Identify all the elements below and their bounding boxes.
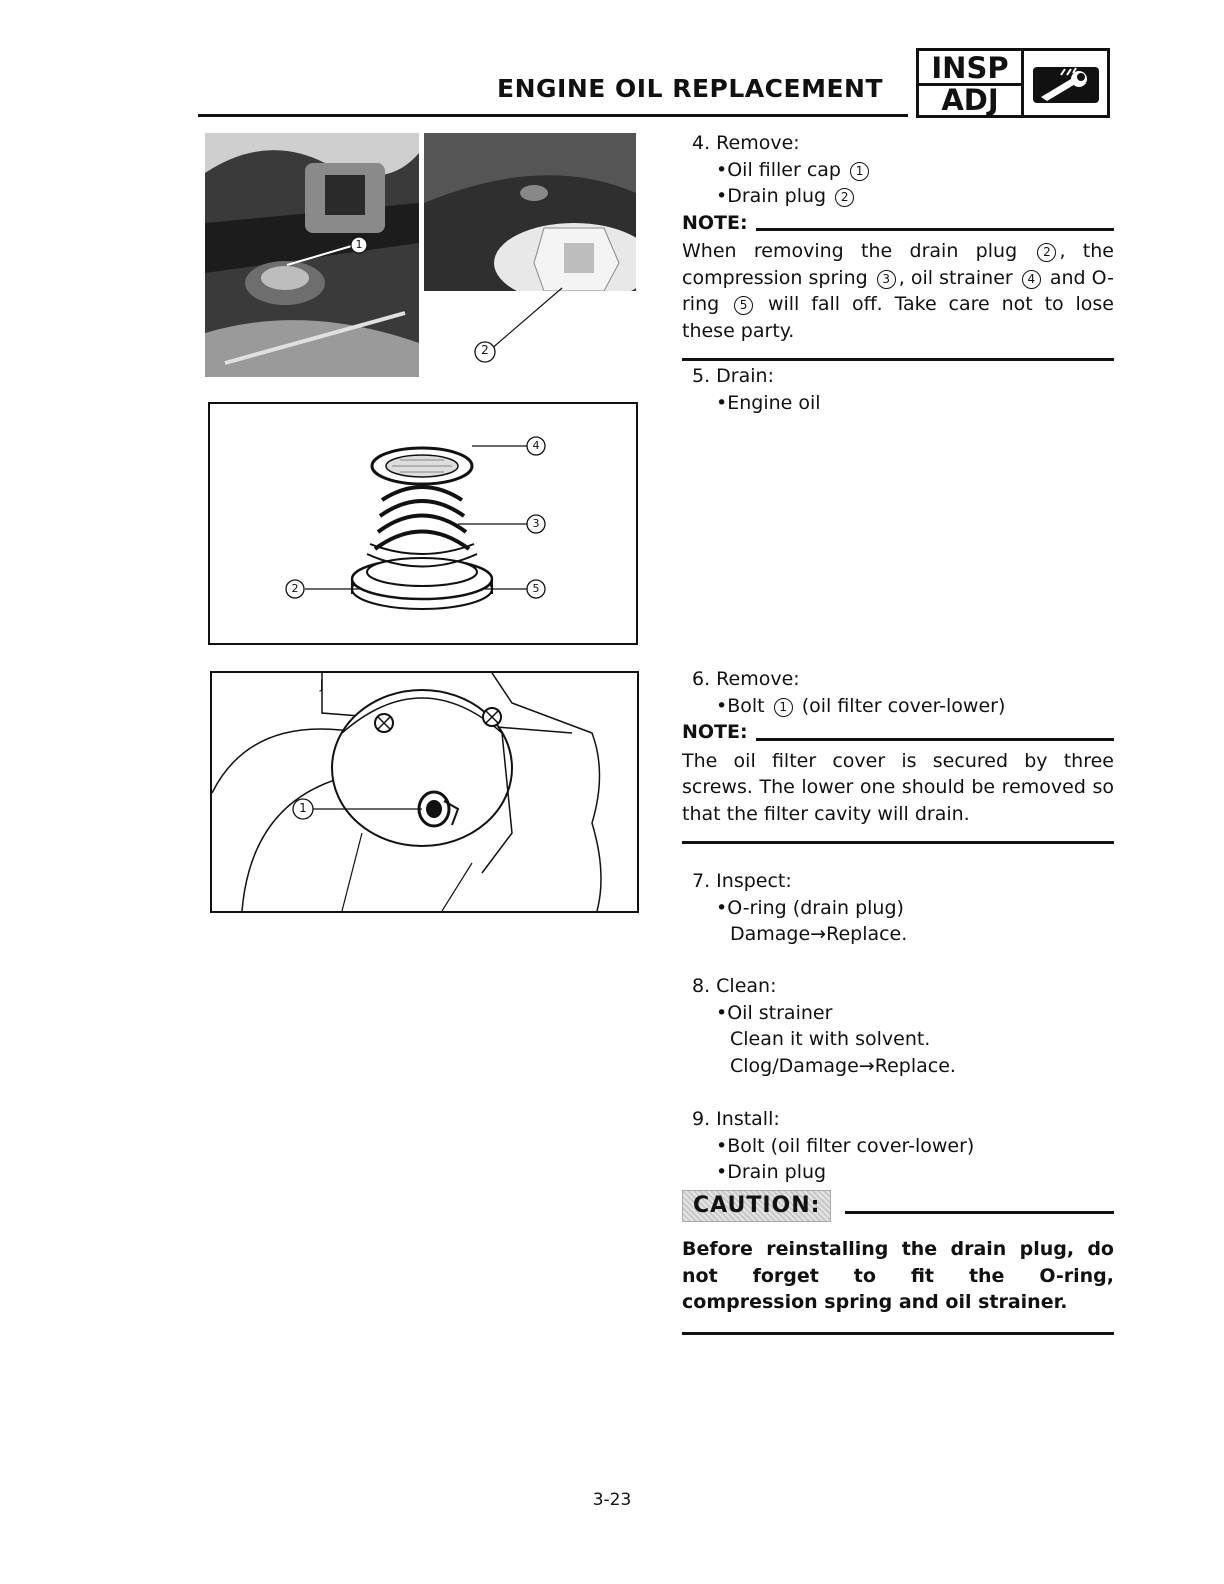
step-7-title: 7. Inspect: (692, 870, 792, 892)
step-4-bullet-text: •Oil filler cap (716, 158, 841, 181)
badge-adj: ADJ (941, 83, 999, 117)
ref-4: 4 (1022, 270, 1041, 289)
photo-oil-filler-cap (205, 133, 419, 377)
note-end-rule (682, 841, 1114, 844)
ref-2: 2 (1037, 243, 1056, 262)
note-text: , the compression spring (682, 240, 1114, 289)
step-4-bullet (682, 183, 1114, 210)
section-badge (916, 48, 1110, 118)
note-text: and O-ring (682, 266, 1114, 315)
step-8 (682, 973, 1114, 1079)
step-4-title: 4. Remove: (692, 132, 800, 154)
note-body: The oil filter cover is secured by three screws. The lower one should be removed so that the filter cavity will drain. (682, 749, 1114, 825)
caution-body: Before reinstalling the drain plug, do not forget to fit the O-ring, compression spring and oil strainer. (682, 1238, 1114, 1313)
step-5-bullet: •Engine oil (716, 391, 821, 414)
ref-1: 1 (850, 162, 869, 181)
note-text: , oil strainer (898, 266, 1013, 289)
figure-oil-filter-cover (210, 671, 639, 913)
step-8-subline: Clog/Damage→Replace. (730, 1054, 956, 1077)
step-4 (682, 130, 1114, 361)
step-6-bullet-text: •Bolt (716, 694, 765, 717)
callout-4: 4 (532, 439, 540, 452)
page-number: 3-23 (592, 1490, 632, 1510)
step-6 (682, 666, 1114, 844)
callout-1: 1 (355, 238, 363, 251)
note-label: NOTE: (682, 721, 748, 743)
wrench-icon (1031, 61, 1101, 107)
ref-1: 1 (774, 698, 793, 717)
page-title: ENGINE OIL REPLACEMENT (497, 74, 883, 103)
callout-2: 2 (291, 582, 299, 595)
step-8-title: 8. Clean: (692, 975, 777, 997)
note-body (682, 238, 1114, 344)
step-4-bullet (682, 157, 1114, 184)
note-text: will fall off. Take care not to lose these party. (682, 293, 1114, 342)
note-end-rule (682, 358, 1114, 361)
step-5-title: 5. Drain: (692, 365, 774, 387)
badge-insp: INSP (919, 51, 1021, 86)
caution-end-rule (682, 1332, 1114, 1335)
callout-2: 2 (481, 343, 489, 357)
filter-cover-illustration (212, 673, 637, 911)
step-7 (682, 868, 1114, 948)
photo-drain-plug (424, 133, 636, 291)
step-7-bullet: •O-ring (drain plug) (716, 896, 904, 919)
step-9-bullet: •Bolt (oil filter cover-lower) (716, 1134, 975, 1157)
strainer-illustration (210, 404, 636, 643)
caution-rule (845, 1211, 1114, 1214)
step-4-bullet-text: •Drain plug (716, 185, 827, 207)
step-5 (682, 363, 1114, 416)
note-label: NOTE: (682, 211, 748, 234)
callout-1: 1 (299, 801, 307, 815)
note-heading (682, 719, 1114, 746)
caution-heading (682, 1190, 1114, 1223)
header-rule (198, 114, 908, 117)
ref-2: 2 (835, 188, 854, 207)
step-8-subline: Clean it with solvent. (730, 1028, 931, 1050)
step-6-title: 6. Remove: (692, 668, 800, 690)
note-rule (756, 738, 1114, 741)
ref-3: 3 (877, 270, 896, 289)
note-heading (682, 210, 1114, 237)
step-9-bullet: •Drain plug (716, 1161, 827, 1183)
step-7-subline: Damage→Replace. (730, 923, 908, 945)
step-9-title: 9. Install: (692, 1108, 780, 1130)
photo-drain-plug-art (424, 133, 636, 291)
badge-divider (919, 51, 1024, 115)
callout-3: 3 (532, 517, 540, 530)
ref-5: 5 (734, 296, 753, 315)
callout-5: 5 (532, 582, 540, 595)
step-6-bullet (682, 693, 1114, 720)
caution-label: CAUTION: (682, 1190, 831, 1223)
step-9 (682, 1106, 1114, 1335)
figure-strainer-assembly (208, 402, 638, 645)
step-8-bullet: •Oil strainer (716, 1001, 833, 1024)
photo-oil-filler-cap-art (205, 133, 419, 377)
svg-text:J: J (320, 678, 324, 692)
note-text: When removing the drain plug (682, 240, 1018, 262)
step-6-bullet-text: (oil filter cover-lower) (801, 694, 1006, 717)
note-rule (756, 228, 1114, 231)
